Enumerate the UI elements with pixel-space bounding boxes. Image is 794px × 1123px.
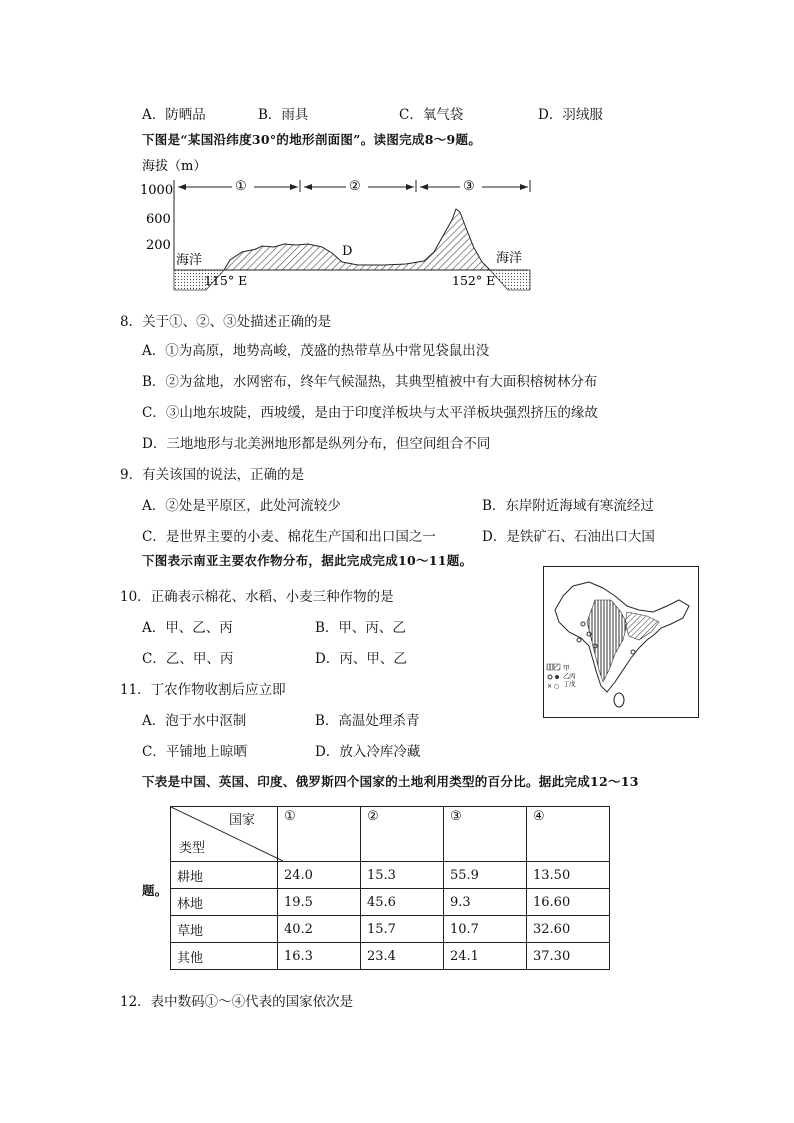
q9-option-c: C．是世界主要的小麦、棉花生产国和出口国之一 xyxy=(142,529,436,545)
q8-option-a: A．①为高原，地势高峻，茂盛的热带草丛中常见袋鼠出没 xyxy=(142,343,490,359)
q11-stem: 11．丁农作物收割后应立即 xyxy=(120,682,286,698)
y-tick-1000: 1000 xyxy=(140,183,174,198)
col-header-1: ① xyxy=(278,807,361,862)
cell: 45.6 xyxy=(361,889,444,916)
col-header-2: ② xyxy=(361,807,444,862)
cell: 37.30 xyxy=(527,943,610,970)
y-tick-200: 200 xyxy=(146,238,171,253)
q8-option-c: C．③山地东坡陡，西坡缓，是由于印度洋板块与太平洋板块强烈挤压的缘故 xyxy=(142,405,598,421)
q11-option-c: C．平铺地上晾晒 xyxy=(142,744,247,760)
table-header-corner xyxy=(171,807,278,862)
row-type: 耕地 xyxy=(171,862,278,889)
right-sea-area xyxy=(490,270,530,290)
table-row xyxy=(171,862,610,889)
q10-option-c: C．乙、甲、丙 xyxy=(142,651,234,667)
terrain-profile xyxy=(224,209,490,270)
cell: 9.3 xyxy=(444,889,527,916)
cell: 15.7 xyxy=(361,916,444,943)
q7-option-d: D．羽绒服 xyxy=(538,107,603,123)
y-axis-label: 海拔（m） xyxy=(142,159,207,174)
row-type: 其他 xyxy=(171,943,278,970)
q10-option-d: D．丙、甲、乙 xyxy=(315,651,407,667)
q8-option-d: D．三地地形与北美洲地形都是纵列分布，但空间组合不同 xyxy=(142,436,491,452)
q10-stem: 10．正确表示棉花、水稻、小麦三种作物的是 xyxy=(120,589,394,605)
legend-wu: 戊 xyxy=(569,680,576,688)
cell: 15.3 xyxy=(361,862,444,889)
q10-option-b: B．甲、丙、乙 xyxy=(315,620,406,636)
q11-option-d: D．放入冷库冷藏 xyxy=(315,744,421,760)
left-sea-label: 海洋 xyxy=(176,253,203,268)
row-type: 草地 xyxy=(171,916,278,943)
q10-option-a: A．甲、乙、丙 xyxy=(142,620,233,636)
q9-option-d: D．是铁矿石、石油出口大国 xyxy=(482,529,655,545)
intro-10-11: 下图表示南亚主要农作物分布，据此完成完成10～11题。 xyxy=(142,553,473,568)
center-d-label: D xyxy=(342,244,353,259)
header-type: 类型 xyxy=(179,841,206,856)
cell: 16.3 xyxy=(278,943,361,970)
land-use-table xyxy=(170,806,610,970)
region-3-label: ③ xyxy=(463,179,475,194)
legend-yi: 乙 xyxy=(563,672,570,680)
region-2-label: ② xyxy=(349,179,361,194)
intro-8-9: 下图是“某国沿纬度30°的地形剖面图”。读图完成8～9题。 xyxy=(142,132,482,147)
legend-ding: 丁 xyxy=(563,680,570,688)
cell: 55.9 xyxy=(444,862,527,889)
q8-option-b: B．②为盆地，水网密布，终年气候湿热，其典型植被中有大面积榕树林分布 xyxy=(142,374,598,390)
q8-stem: 8．关于①、②、③处描述正确的是 xyxy=(120,314,332,330)
cell: 10.7 xyxy=(444,916,527,943)
svg-text:× ○: × ○ xyxy=(547,683,560,690)
table-row xyxy=(171,916,610,943)
cell: 23.4 xyxy=(361,943,444,970)
col-header-3: ③ xyxy=(444,807,527,862)
q11-option-a: A．泡于水中沤制 xyxy=(142,713,247,729)
sri-lanka-outline xyxy=(614,693,624,707)
lon-left-label: 115° E xyxy=(204,273,248,288)
cell: 32.60 xyxy=(527,916,610,943)
q7-option-b: B．雨具 xyxy=(258,107,309,123)
row-type: 林地 xyxy=(171,889,278,916)
intro-12-13: 下表是中国、英国、印度、俄罗斯四个国家的土地利用类型的百分比。据此完成12～13 xyxy=(142,774,639,789)
lon-right-label: 152° E xyxy=(452,273,496,288)
q7-option-a: A．防晒品 xyxy=(142,107,206,123)
y-tick-600: 600 xyxy=(146,212,171,227)
q9-option-b: B．东岸附近海域有寒流经过 xyxy=(482,498,654,514)
header-country: 国家 xyxy=(229,813,256,828)
intro-12-13-tail: 题。 xyxy=(142,883,168,898)
q9-option-a: A．②处是平原区，此处河流较少 xyxy=(142,498,341,514)
legend-bing: 丙 xyxy=(569,672,576,680)
table-row xyxy=(171,943,610,970)
cell: 24.0 xyxy=(278,862,361,889)
cell: 19.5 xyxy=(278,889,361,916)
q7-option-c: C．氧气袋 xyxy=(399,107,464,123)
q11-option-b: B．高温处理杀青 xyxy=(315,713,420,729)
cell: 24.1 xyxy=(444,943,527,970)
cell: 40.2 xyxy=(278,916,361,943)
terrain-profile-figure xyxy=(138,152,538,296)
legend-jia: 甲 xyxy=(563,664,570,672)
cell: 13.50 xyxy=(527,862,610,889)
right-sea-label: 海洋 xyxy=(496,251,523,266)
q9-stem: 9．有关该国的说法，正确的是 xyxy=(120,467,305,483)
region-1-label: ① xyxy=(235,179,247,194)
q12-stem: 12．表中数码①～④代表的国家依次是 xyxy=(120,994,354,1010)
table-row xyxy=(171,889,610,916)
cell: 16.60 xyxy=(527,889,610,916)
south-asia-crop-map xyxy=(543,566,699,718)
col-header-4: ④ xyxy=(527,807,610,862)
